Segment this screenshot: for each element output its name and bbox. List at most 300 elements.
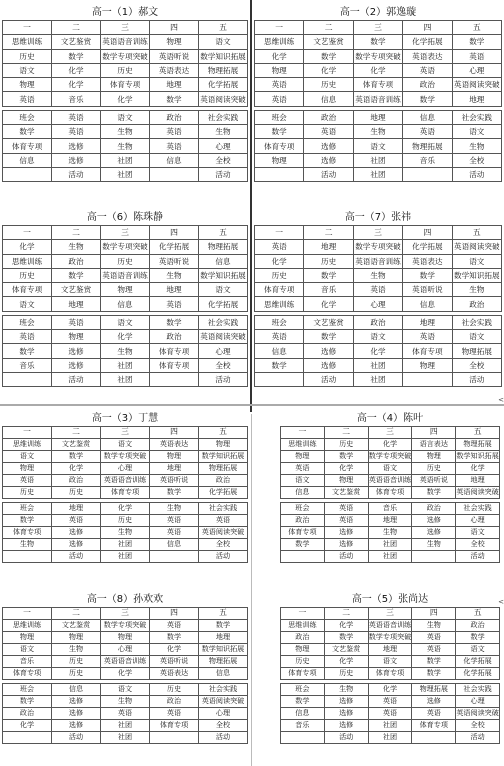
timetable-grid (280, 426, 500, 563)
subject-cell: 活动 (304, 167, 353, 181)
period-row (3, 463, 248, 475)
subject-cell: 英语 (403, 330, 452, 344)
subject-cell: 社团 (101, 720, 150, 732)
subject-cell: 地理 (368, 515, 412, 527)
subject-cell: 物理拓展 (199, 656, 248, 668)
subject-cell: 化学 (101, 503, 150, 515)
subject-cell: 班会 (255, 110, 304, 124)
subject-cell: 语文 (353, 139, 402, 153)
subject-cell: 英语 (52, 315, 101, 329)
period-row (255, 92, 502, 106)
subject-cell: 数学 (52, 49, 101, 63)
subject-cell: 历史 (101, 515, 150, 527)
timetable-class-1 (2, 6, 248, 182)
subject-cell: 物理 (52, 330, 101, 344)
subject-cell: 心理 (101, 463, 150, 475)
subject-cell: 思维训练 (255, 297, 304, 311)
subject-cell: 数学 (150, 632, 199, 644)
subject-cell: 化学 (101, 330, 150, 344)
subject-cell: 历史 (281, 656, 325, 668)
subject-cell: 班会 (3, 503, 52, 515)
subject-cell: 文艺鉴赏 (304, 35, 353, 49)
weekday-header-cell: 二 (304, 226, 353, 240)
subject-cell: 心理 (353, 297, 402, 311)
subject-cell: 社会实践 (199, 684, 248, 696)
period-row (3, 620, 248, 632)
subject-cell (281, 551, 325, 563)
subject-cell: 历史 (3, 49, 52, 63)
subject-cell: 文艺鉴赏 (52, 620, 101, 632)
subject-cell: 数学 (304, 268, 353, 282)
subject-cell: 英语语音训练 (368, 620, 412, 632)
subject-cell: 语文 (101, 684, 150, 696)
subject-cell: 化学 (255, 254, 304, 268)
subject-cell: 社团 (101, 153, 150, 167)
subject-cell: 化学 (101, 668, 150, 680)
subject-cell: 物理 (281, 451, 325, 463)
period-row (281, 515, 500, 527)
subject-cell: 数学 (3, 125, 52, 139)
subject-cell: 物理 (3, 78, 52, 92)
period-row (255, 110, 502, 124)
subject-cell: 生物 (52, 240, 101, 254)
subject-cell: 英语语音训练 (353, 254, 402, 268)
subject-cell: 数学 (3, 515, 52, 527)
subject-cell: 信息 (281, 487, 325, 499)
subject-cell: 物理 (324, 475, 368, 487)
subject-cell: 数学知识拓展 (199, 644, 248, 656)
subject-cell: 语文 (3, 297, 52, 311)
subject-cell (3, 372, 52, 386)
subject-cell: 文艺鉴赏 (52, 35, 101, 49)
weekday-header-cell: 三 (368, 608, 412, 620)
timetable-class-2 (254, 6, 502, 182)
period-row (3, 139, 248, 153)
subject-cell: 社团 (101, 167, 150, 181)
subject-cell: 英语表达 (150, 63, 199, 77)
subject-cell (150, 732, 199, 744)
subject-cell: 历史 (324, 439, 368, 451)
period-row (3, 110, 248, 124)
weekday-header-cell: 四 (403, 21, 452, 35)
period-row (281, 551, 500, 563)
period-row (3, 503, 248, 515)
subject-cell: 政治 (452, 297, 501, 311)
timetable-title: 高一（3）丁慧 (91, 413, 159, 424)
subject-cell (403, 372, 452, 386)
subject-cell (150, 372, 199, 386)
subject-cell: 政治 (281, 632, 325, 644)
subject-cell: 数学 (324, 451, 368, 463)
subject-cell: 英语阅读突破 (199, 330, 248, 344)
subject-cell: 体育专项 (403, 344, 452, 358)
subject-cell: 语文 (456, 527, 500, 539)
subject-cell: 英语 (324, 503, 368, 515)
section-divider (0, 404, 504, 406)
subject-cell: 数学 (150, 315, 199, 329)
subject-cell: 思维训练 (3, 254, 52, 268)
timetable-title: 高一（2）郭逸璇 (339, 7, 417, 18)
subject-cell: 政治 (199, 475, 248, 487)
weekday-header-cell: 一 (281, 427, 325, 439)
subject-cell: 语文 (199, 283, 248, 297)
subject-cell: 英语 (3, 330, 52, 344)
subject-cell: 信息 (52, 684, 101, 696)
subject-cell: 英语 (199, 515, 248, 527)
top-column-divider (250, 0, 252, 412)
period-row (255, 315, 502, 329)
subject-cell: 物理 (101, 632, 150, 644)
subject-cell: 政治 (353, 315, 402, 329)
subject-cell: 语文 (452, 254, 501, 268)
subject-cell: 化学拓展 (403, 35, 452, 49)
subject-cell: 信息 (255, 344, 304, 358)
subject-cell: 物理 (3, 463, 52, 475)
subject-cell: 英语阅读突破 (456, 708, 500, 720)
subject-cell: 历史 (101, 254, 150, 268)
period-row (3, 125, 248, 139)
period-row (281, 451, 500, 463)
subject-cell: 生物 (412, 620, 456, 632)
subject-cell: 英语 (255, 92, 304, 106)
period-row (281, 439, 500, 451)
subject-cell: 物理 (101, 283, 150, 297)
subject-cell: 化学拓展 (199, 78, 248, 92)
timetable-title: 高一（6）陈珠静 (86, 212, 164, 223)
subject-cell: 社团 (101, 551, 150, 563)
subject-cell: 物理 (281, 644, 325, 656)
period-row (255, 139, 502, 153)
subject-cell: 历史 (52, 656, 101, 668)
subject-cell: 选修 (52, 139, 101, 153)
subject-cell: 体育专项 (150, 344, 199, 358)
timetable-class-8 (2, 593, 248, 744)
subject-cell: 生物 (353, 125, 402, 139)
timetable-grid (2, 607, 248, 744)
weekday-header-row (255, 226, 502, 240)
subject-cell: 活动 (52, 167, 101, 181)
subject-cell: 心理 (456, 696, 500, 708)
subject-cell: 选修 (412, 696, 456, 708)
subject-cell: 化学 (324, 620, 368, 632)
subject-cell: 选修 (52, 153, 101, 167)
weekday-header-cell: 一 (3, 608, 52, 620)
subject-cell: 语文 (101, 315, 150, 329)
subject-cell: 音乐 (403, 153, 452, 167)
subject-cell: 数学专项突破 (353, 49, 402, 63)
weekday-header-row (3, 427, 248, 439)
subject-cell: 数学专项突破 (368, 632, 412, 644)
weekday-header-cell: 一 (3, 226, 52, 240)
weekday-header-cell: 四 (150, 226, 199, 240)
subject-cell: 体育专项 (412, 720, 456, 732)
period-row (255, 153, 502, 167)
subject-cell: 数学 (255, 358, 304, 372)
subject-cell: 化学拓展 (199, 297, 248, 311)
subject-cell: 选修 (304, 153, 353, 167)
weekday-header-cell: 五 (452, 226, 501, 240)
subject-cell: 化学 (52, 78, 101, 92)
subject-cell: 物理拓展 (199, 240, 248, 254)
subject-cell (3, 167, 52, 181)
period-row (3, 330, 248, 344)
subject-cell: 体育专项 (353, 78, 402, 92)
subject-cell: 数学 (3, 696, 52, 708)
subject-cell (3, 551, 52, 563)
period-row (281, 732, 500, 744)
period-row (281, 503, 500, 515)
subject-cell: 班会 (3, 315, 52, 329)
subject-cell: 体育专项 (3, 139, 52, 153)
subject-cell: 数学 (403, 268, 452, 282)
timetable-title: 高一（5）张尚达 (351, 594, 429, 605)
subject-cell: 英语 (52, 110, 101, 124)
subject-cell: 物理拓展 (199, 463, 248, 475)
subject-cell: 数学 (304, 49, 353, 63)
subject-cell: 英语 (403, 63, 452, 77)
period-row (255, 254, 502, 268)
weekday-header-row (3, 21, 248, 35)
subject-cell: 社会实践 (456, 684, 500, 696)
period-row (281, 487, 500, 499)
period-row (255, 35, 502, 49)
subject-cell: 生物 (452, 283, 501, 297)
period-row (281, 632, 500, 644)
subject-cell: 英语听说 (150, 49, 199, 63)
subject-cell: 历史 (304, 254, 353, 268)
subject-cell: 语文 (199, 35, 248, 49)
subject-cell: 历史 (52, 668, 101, 680)
subject-cell: 生物 (150, 503, 199, 515)
subject-cell: 音乐 (52, 92, 101, 106)
subject-cell: 活动 (52, 551, 101, 563)
period-row (255, 63, 502, 77)
subject-cell: 英语 (150, 620, 199, 632)
subject-cell: 英语阅读突破 (452, 240, 501, 254)
period-row (3, 372, 248, 386)
subject-cell: 全校 (199, 153, 248, 167)
subject-cell: 英语语音训练 (101, 656, 150, 668)
subject-cell: 英语 (281, 463, 325, 475)
subject-cell: 化学 (456, 463, 500, 475)
subject-cell: 英语听说 (150, 475, 199, 487)
subject-cell: 英语 (403, 125, 452, 139)
subject-cell: 英语 (101, 708, 150, 720)
subject-cell: 英语 (368, 696, 412, 708)
subject-cell: 活动 (324, 732, 368, 744)
subject-cell: 体育专项 (3, 527, 52, 539)
subject-cell: 数学知识拓展 (199, 268, 248, 282)
subject-cell: 数学专项突破 (101, 240, 150, 254)
weekday-header-cell: 一 (255, 21, 304, 35)
subject-cell: 数学 (52, 451, 101, 463)
subject-cell (3, 732, 52, 744)
weekday-header-cell: 五 (199, 427, 248, 439)
subject-cell: 数学 (353, 35, 402, 49)
timetable-grid (2, 225, 248, 387)
subject-cell: 物理拓展 (452, 344, 501, 358)
subject-cell: 选修 (52, 358, 101, 372)
subject-cell: 英语 (255, 78, 304, 92)
subject-cell: 社团 (353, 153, 402, 167)
subject-cell: 英语语音训练 (353, 92, 402, 106)
subject-cell: 语文 (101, 439, 150, 451)
period-row (281, 539, 500, 551)
subject-cell: 英语表达 (150, 439, 199, 451)
timetable-title: 高一（1）郝文 (91, 7, 159, 18)
subject-cell: 英语阅读突破 (199, 696, 248, 708)
subject-cell: 英语表达 (150, 668, 199, 680)
subject-cell: 选修 (52, 708, 101, 720)
subject-cell: 生物 (199, 125, 248, 139)
period-row (255, 283, 502, 297)
subject-cell: 生物 (101, 139, 150, 153)
subject-cell: 英语语音训练 (101, 268, 150, 282)
subject-cell: 生物 (324, 684, 368, 696)
subject-cell: 物理拓展 (403, 139, 452, 153)
subject-cell: 活动 (456, 551, 500, 563)
timetable-class-7 (254, 211, 502, 387)
weekday-header-cell: 三 (101, 427, 150, 439)
subject-cell: 社团 (368, 732, 412, 744)
subject-cell: 班会 (3, 684, 52, 696)
subject-cell: 数学知识拓展 (456, 451, 500, 463)
subject-cell: 数学知识拓展 (199, 451, 248, 463)
subject-cell: 英语 (412, 708, 456, 720)
period-row (3, 527, 248, 539)
subject-cell: 英语阅读突破 (199, 92, 248, 106)
subject-cell: 物理拓展 (456, 439, 500, 451)
subject-cell: 数学专项突破 (101, 49, 150, 63)
period-row (3, 632, 248, 644)
subject-cell: 选修 (52, 527, 101, 539)
subject-cell: 社团 (101, 732, 150, 744)
subject-cell: 文艺鉴赏 (324, 644, 368, 656)
subject-cell: 全校 (456, 720, 500, 732)
period-row (3, 49, 248, 63)
subject-cell: 生物 (101, 344, 150, 358)
subject-cell: 政治 (150, 330, 199, 344)
period-row (3, 475, 248, 487)
subject-cell: 体育专项 (3, 283, 52, 297)
subject-cell: 化学 (368, 684, 412, 696)
subject-cell: 社团 (368, 551, 412, 563)
weekday-header-cell: 一 (3, 427, 52, 439)
subject-cell: 数学专项突破 (368, 451, 412, 463)
subject-cell: 体育专项 (281, 527, 325, 539)
subject-cell: 信息 (304, 92, 353, 106)
subject-cell: 语文 (101, 110, 150, 124)
subject-cell: 选修 (412, 515, 456, 527)
subject-cell: 政治 (3, 708, 52, 720)
subject-cell: 体育专项 (281, 668, 325, 680)
subject-cell: 体育专项 (3, 668, 52, 680)
weekday-header-cell: 四 (150, 608, 199, 620)
subject-cell: 数学 (456, 632, 500, 644)
subject-cell: 数学 (412, 668, 456, 680)
subject-cell (281, 732, 325, 744)
subject-cell: 地理 (199, 632, 248, 644)
weekday-header-cell: 五 (456, 427, 500, 439)
subject-cell: 政治 (412, 503, 456, 515)
subject-cell: 全校 (199, 539, 248, 551)
timetable-class-4 (280, 412, 500, 563)
subject-cell: 音乐 (304, 283, 353, 297)
weekday-header-cell: 四 (150, 427, 199, 439)
subject-cell: 英语 (412, 644, 456, 656)
subject-cell: 活动 (52, 732, 101, 744)
period-row (281, 708, 500, 720)
subject-cell: 信息 (199, 254, 248, 268)
subject-cell: 化学 (3, 720, 52, 732)
subject-cell: 英语 (52, 515, 101, 527)
subject-cell: 地理 (52, 503, 101, 515)
subject-cell: 地理 (353, 110, 402, 124)
subject-cell: 语文 (3, 451, 52, 463)
subject-cell: 历史 (324, 668, 368, 680)
subject-cell: 语文 (368, 656, 412, 668)
subject-cell (255, 167, 304, 181)
subject-cell: 社会实践 (452, 110, 501, 124)
subject-cell: 数学知识拓展 (199, 49, 248, 63)
subject-cell: 物理 (255, 153, 304, 167)
weekday-header-cell: 五 (456, 608, 500, 620)
subject-cell: 政治 (52, 254, 101, 268)
subject-cell: 历史 (101, 63, 150, 77)
subject-cell: 生物 (101, 696, 150, 708)
subject-cell: 数学 (324, 632, 368, 644)
period-row (3, 254, 248, 268)
subject-cell: 物理 (412, 451, 456, 463)
period-row (3, 92, 248, 106)
subject-cell: 英语 (412, 632, 456, 644)
period-row (3, 515, 248, 527)
timetable-title: 高一（7）张祎 (344, 212, 412, 223)
subject-cell: 音乐 (3, 656, 52, 668)
period-row (255, 330, 502, 344)
subject-cell: 政治 (456, 620, 500, 632)
period-row (3, 668, 248, 680)
period-row (255, 49, 502, 63)
subject-cell: 化学 (255, 49, 304, 63)
weekday-header-cell: 一 (255, 226, 304, 240)
subject-cell: 英语 (368, 708, 412, 720)
subject-cell: 物理拓展 (412, 684, 456, 696)
subject-cell: 活动 (199, 372, 248, 386)
subject-cell: 语文 (353, 330, 402, 344)
subject-cell: 化学 (353, 63, 402, 77)
margin-mark: < (498, 396, 504, 404)
subject-cell: 英语 (255, 240, 304, 254)
subject-cell: 数学 (412, 656, 456, 668)
weekday-header-cell: 一 (3, 21, 52, 35)
period-row (281, 463, 500, 475)
period-row (281, 644, 500, 656)
period-row (3, 551, 248, 563)
subject-cell: 生物 (101, 125, 150, 139)
subject-cell: 物理 (52, 632, 101, 644)
subject-cell: 语文 (452, 330, 501, 344)
period-row (3, 696, 248, 708)
subject-cell: 体育专项 (368, 668, 412, 680)
subject-cell: 思维训练 (281, 620, 325, 632)
period-row (281, 696, 500, 708)
subject-cell: 活动 (199, 551, 248, 563)
weekday-header-row (255, 21, 502, 35)
subject-cell: 物理 (3, 632, 52, 644)
period-row (255, 240, 502, 254)
subject-cell: 化学 (304, 297, 353, 311)
